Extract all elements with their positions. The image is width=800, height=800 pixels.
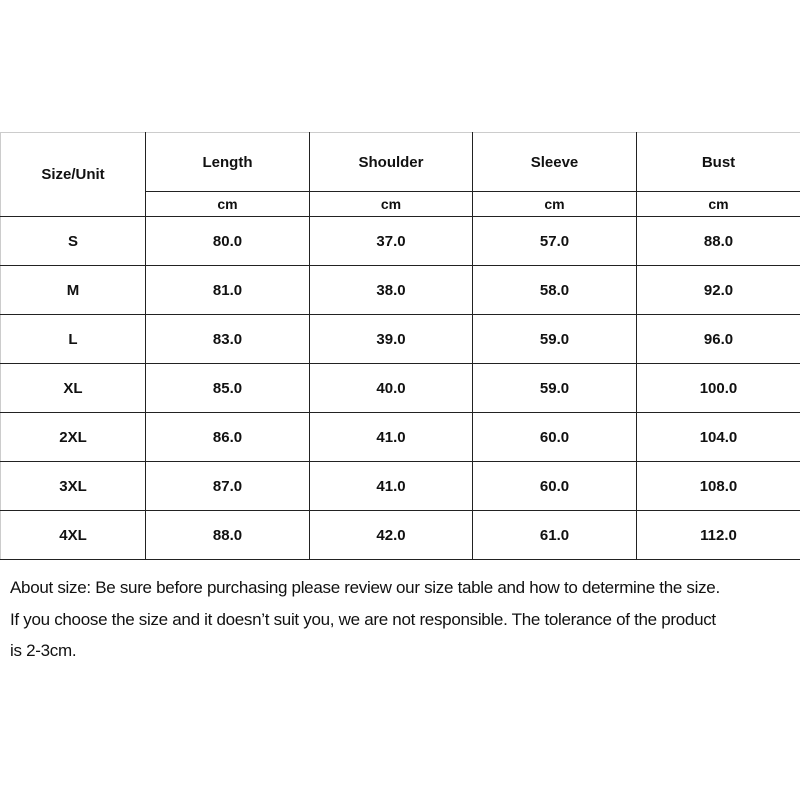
table-row [1, 511, 800, 560]
size-label: 4XL [1, 511, 146, 560]
column-header-sleeve: Sleeve [473, 133, 637, 192]
column-header-shoulder: Shoulder [310, 133, 473, 192]
length-value: 81.0 [146, 266, 310, 315]
column-header-length: Length [146, 133, 310, 192]
header-row [1, 133, 800, 192]
bust-value: 100.0 [637, 364, 800, 413]
size-disclaimer [10, 572, 796, 667]
disclaimer-line: is 2-3cm. [10, 641, 77, 660]
shoulder-value: 40.0 [310, 364, 473, 413]
disclaimer-line: About size: Be sure before purchasing please review our size table and how to determine the size. [10, 578, 720, 597]
length-value: 87.0 [146, 462, 310, 511]
sleeve-value: 59.0 [473, 364, 637, 413]
length-value: 88.0 [146, 511, 310, 560]
shoulder-value: 42.0 [310, 511, 473, 560]
length-value: 85.0 [146, 364, 310, 413]
shoulder-value: 41.0 [310, 462, 473, 511]
shoulder-value: 41.0 [310, 413, 473, 462]
length-value: 83.0 [146, 315, 310, 364]
corner-header: Size/Unit [1, 133, 146, 217]
sleeve-value: 58.0 [473, 266, 637, 315]
column-header-bust: Bust [637, 133, 800, 192]
table-row [1, 364, 800, 413]
sleeve-value: 57.0 [473, 217, 637, 266]
unit-bust: cm [637, 192, 800, 217]
bust-value: 112.0 [637, 511, 800, 560]
size-label: S [1, 217, 146, 266]
table-row [1, 315, 800, 364]
size-label: 3XL [1, 462, 146, 511]
unit-length: cm [146, 192, 310, 217]
sleeve-value: 60.0 [473, 413, 637, 462]
table-row [1, 462, 800, 511]
unit-sleeve: cm [473, 192, 637, 217]
unit-shoulder: cm [310, 192, 473, 217]
bust-value: 92.0 [637, 266, 800, 315]
size-label: 2XL [1, 413, 146, 462]
bust-value: 108.0 [637, 462, 800, 511]
table-row [1, 266, 800, 315]
table-row [1, 413, 800, 462]
shoulder-value: 38.0 [310, 266, 473, 315]
sleeve-value: 61.0 [473, 511, 637, 560]
shoulder-value: 39.0 [310, 315, 473, 364]
sleeve-value: 59.0 [473, 315, 637, 364]
shoulder-value: 37.0 [310, 217, 473, 266]
size-label: L [1, 315, 146, 364]
size-label: XL [1, 364, 146, 413]
bust-value: 104.0 [637, 413, 800, 462]
size-label: M [1, 266, 146, 315]
length-value: 80.0 [146, 217, 310, 266]
size-chart-table [0, 132, 800, 560]
table-row [1, 217, 800, 266]
bust-value: 88.0 [637, 217, 800, 266]
sleeve-value: 60.0 [473, 462, 637, 511]
length-value: 86.0 [146, 413, 310, 462]
bust-value: 96.0 [637, 315, 800, 364]
disclaimer-line: If you choose the size and it doesn’t suit you, we are not responsible. The tolerance of the product [10, 609, 716, 629]
